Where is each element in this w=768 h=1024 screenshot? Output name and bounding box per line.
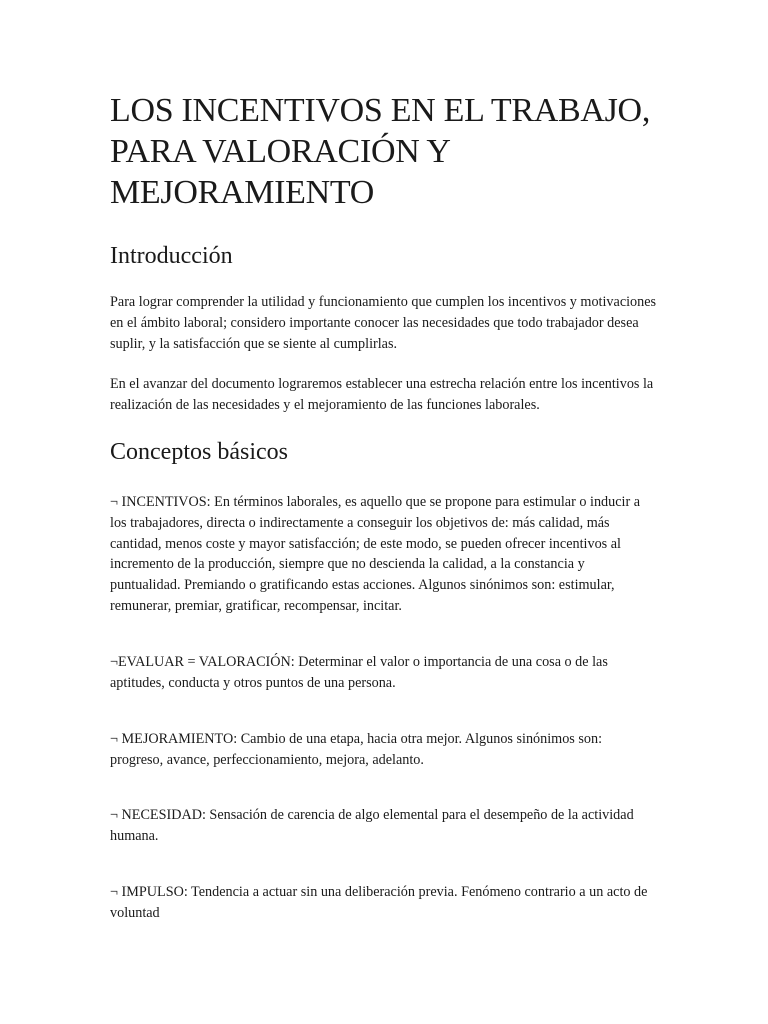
concept-necesidad: ¬ NECESIDAD: Sensación de carencia de algo elemental para el desempeño de la actividad humana. [110,807,634,844]
intro-paragraph-2: En el avanzar del documento lograremos establecer una estrecha relación entre los incentivos la realización de las necesidades y el mejoramiento de las funciones laborales. [110,376,654,413]
concept-impulso: ¬ IMPULSO: Tendencia a actuar sin una deliberación previa. Fenómeno contrario a un acto de voluntad [110,884,648,921]
concepts-heading: Conceptos básicos [110,439,288,465]
concept-incentivos: ¬ INCENTIVOS: En términos laborales, es aquello que se propone para estimular o inducir a los trabajadores, directa o indirectamente a conseguir los objetivos de: más calidad, más cantidad, menos coste y mayor satisfacción; de este modo, se pueden ofrecer incentivos al incremento de la producción, siempre que no descienda la calidad, a la constancia y puntualidad. Premiando o gratificando estas acciones. Algunos sinónimos son: estimular, remunerar, premiar, gratificar, recompensar, incitar. [110,494,641,614]
concept-mejoramiento: ¬ MEJORAMIENTO: Cambio de una etapa, hacia otra mejor. Algunos sinónimos son: progreso, avance, perfeccionamiento, mejora, adelanto. [110,731,603,768]
concept-evaluar: ¬EVALUAR = VALORACIÓN: Determinar el valor o importancia de una cosa o de las aptitudes, conducta y otros puntos de una persona. [110,654,608,691]
document-title: LOS INCENTIVOS EN EL TRABAJO, PARA VALORACIÓN Y MEJORAMIENTO [110,92,651,211]
intro-heading: Introducción [110,243,233,269]
intro-paragraph-1: Para lograr comprender la utilidad y funcionamiento que cumplen los incentivos y motivaciones en el ámbito laboral; considero importante conocer las necesidades que todo trabajador desea suplir, y la satisfacción que se siente al cumplirlas. [110,294,657,352]
